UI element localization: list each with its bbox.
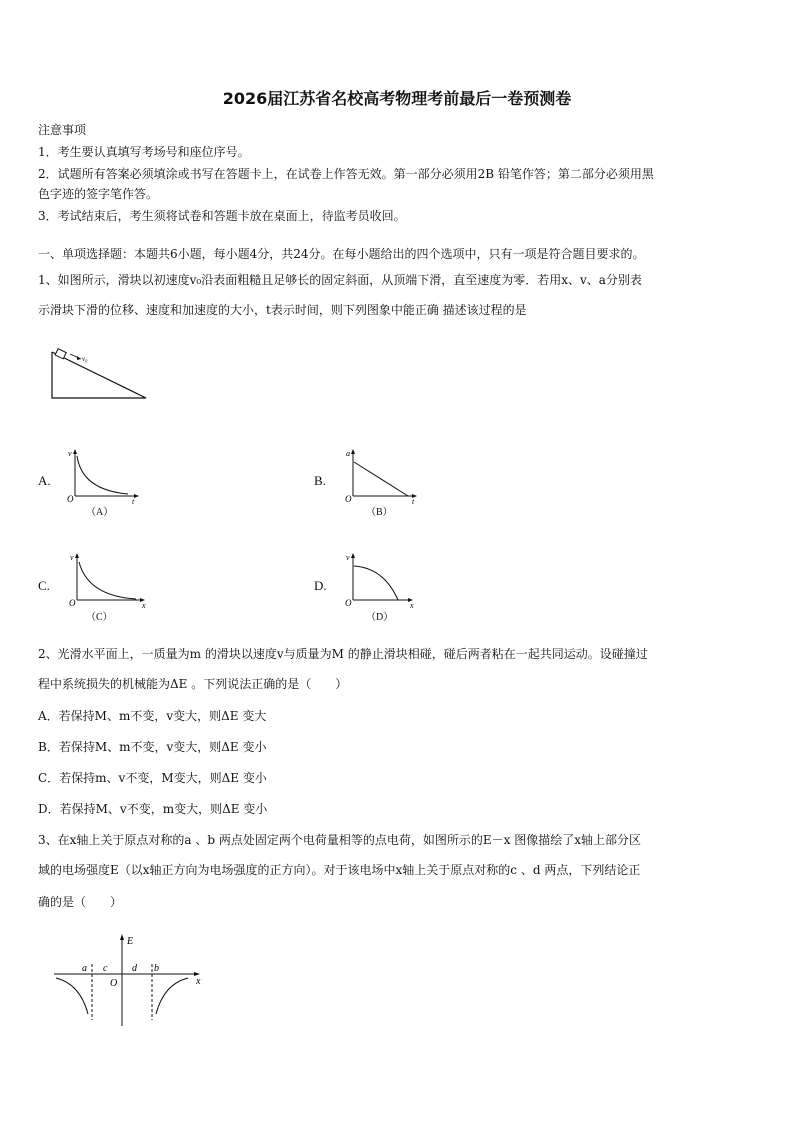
section-heading: 一、单项选择题：本题共6小题，每小题4分，共24分。在每小题给出的四个选项中，只有一项是符合题目要求的。 [38, 247, 645, 261]
q1-option-c-graph [66, 552, 152, 608]
q1-c-origin: O [69, 598, 76, 608]
q3-graph-a-label: a [82, 963, 87, 974]
q1-b-x-axis: t [412, 497, 415, 506]
q1-option-b-caption: （B） [366, 507, 393, 518]
q1-b-origin: O [345, 494, 352, 504]
q1-a-origin: O [67, 494, 74, 504]
notice-item-1: 1．考生要认真填写考场号和座位序号。 [38, 145, 250, 159]
incline-figure [48, 348, 158, 404]
q3-graph-d-label: d [132, 963, 137, 974]
page-title: 2026届江苏省名校高考物理考前最后一卷预测卷 [222, 89, 572, 108]
q3-stem-line2: 域的电场强度E（以x轴正方向为电场强度的正方向）。对于该电场中x轴上关于原点对称的c 、d 两点，下列结论正 [38, 863, 641, 877]
q1-stem-line2: 示滑块下滑的位移、速度和加速度的大小，t表示时间，则下列图象中能正确 描述该过程的是 [38, 303, 527, 317]
q1-option-a-caption: （A） [86, 507, 114, 518]
notice-heading: 注意事项 [38, 123, 87, 137]
q3-graph-c-label: c [103, 963, 108, 974]
q3-stem-line3: 确的是（ ） [38, 895, 123, 909]
q1-option-c-caption: （C） [86, 612, 113, 623]
q1-a-x-axis: t [132, 497, 135, 506]
q2-stem-line2: 程中系统损失的机械能为ΔE 。下列说法正确的是（ ） [38, 677, 348, 691]
notice-item-2: 2．试题所有答案必须填涂或书写在答题卡上，在试卷上作答无效。第一部分必须用2B 铅笔作答；第二部分必须用黑 [38, 167, 654, 181]
q3-graph-origin: O [110, 978, 118, 989]
q1-option-d-graph [342, 552, 422, 608]
q2-stem-line1: 2、光滑水平面上，一质量为m 的滑块以速度v与质量为M 的静止滑块相碰，碰后两者粘在一起共同运动。设碰撞过 [38, 647, 648, 661]
q3-graph-e-label: E [127, 936, 134, 947]
q1-c-x-axis: x [142, 601, 146, 610]
q1-option-c-letter: C. [38, 578, 50, 593]
notice-item-2-cont: 色字迹的签字笔作答。 [38, 187, 159, 201]
q3-graph-x-label: x [196, 976, 201, 987]
q1-b-y-axis: a [346, 449, 350, 458]
q2-option-a: A．若保持M、m不变，v变大，则ΔE 变大 [38, 709, 267, 723]
q1-option-d-letter: D. [314, 578, 327, 593]
q1-d-origin: O [345, 598, 352, 608]
q3-stem-line1: 3、在x轴上关于原点对称的a 、b 两点处固定两个电荷量相等的点电荷，如图所示的E－x 图像描绘了x轴上部分区 [38, 833, 641, 847]
q3-e-x-graph [50, 930, 210, 1030]
q2-option-b: B．若保持M、m不变，v变大，则ΔE 变小 [38, 740, 267, 754]
q1-option-b-graph [342, 448, 422, 504]
q1-stem-line1: 1、如图所示，滑块以初速度v₀沿表面粗糙且足够长的固定斜面，从顶端下滑，直至速度为零．若用x、v、a分别表 [38, 273, 642, 287]
q1-d-x-axis: x [410, 601, 414, 610]
q1-option-a-graph [64, 448, 144, 504]
q1-a-y-axis: v [68, 449, 72, 458]
q3-graph-b-label: b [154, 963, 159, 974]
notice-item-3: 3．考试结束后，考生须将试卷和答题卡放在桌面上，待监考员收回。 [38, 209, 406, 223]
q1-c-y-axis: v [70, 553, 74, 562]
q1-option-a-letter: A. [38, 473, 51, 488]
q2-option-d: D．若保持M、v不变，m变大，则ΔE 变小 [38, 802, 268, 816]
q2-option-c: C．若保持m、v不变，M变大，则ΔE 变小 [38, 771, 267, 785]
q1-option-b-letter: B. [314, 473, 326, 488]
incline-v0-label: v₀ [82, 355, 88, 363]
q1-option-d-caption: （D） [366, 612, 394, 623]
q1-d-y-axis: v [346, 553, 350, 562]
